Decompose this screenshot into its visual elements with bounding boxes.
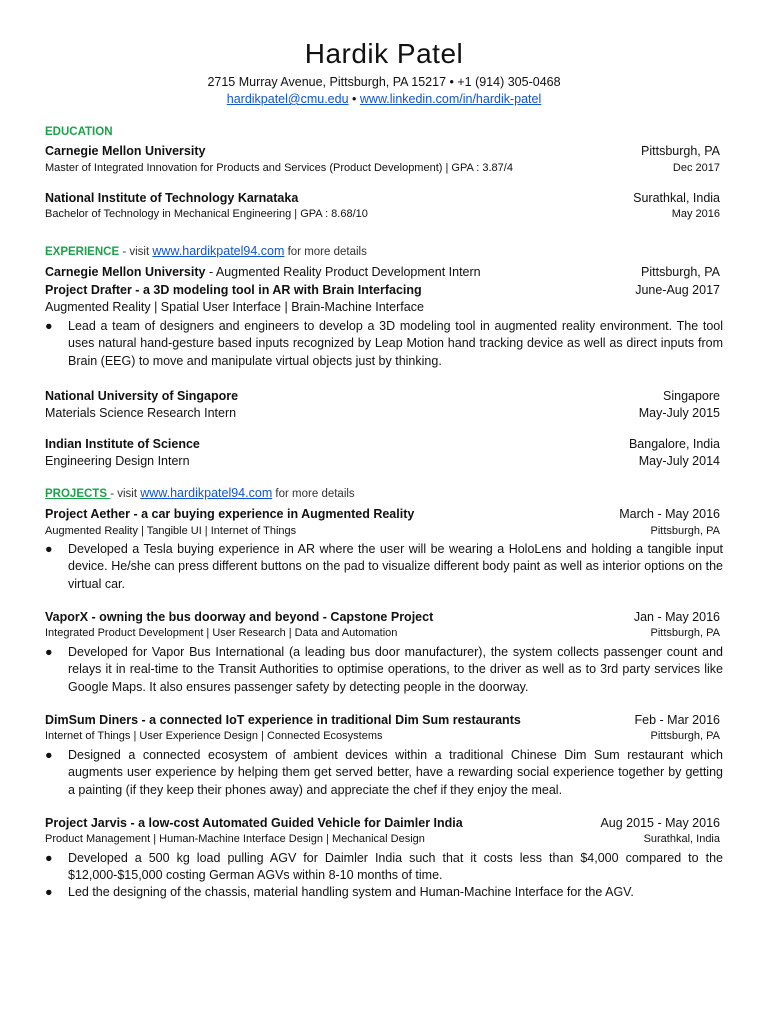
- project-location: Pittsburgh, PA: [650, 627, 720, 639]
- project-title-row: [45, 507, 720, 521]
- bullet-icon: ●: [45, 645, 53, 659]
- project-bullet: [45, 541, 723, 593]
- bullet-text: Developed a Tesla buying experience in AR where the user will be wearing a HoloLens and holding a tangible input device. He/she can press different buttons on the pad to visualize different body paint as well as interior options on the virtual car.: [68, 542, 723, 591]
- linkedin-link[interactable]: www.linkedin.com/in/hardik-patel: [359, 92, 542, 106]
- experience-nus-role-row: [45, 406, 720, 420]
- experience-role: Materials Science Research Intern: [45, 406, 237, 420]
- degree: Master of Integrated Innovation for Products and Services (Product Development) | GPA : 3.87/4: [45, 162, 513, 174]
- project-tags-row: [45, 833, 720, 845]
- experience-heading-text: EXPERIENCE: [45, 246, 120, 258]
- experience-heading: [45, 244, 367, 258]
- project-date: Jan - May 2016: [633, 610, 720, 624]
- project-location: Pittsburgh, PA: [650, 730, 720, 742]
- projects-heading: [45, 486, 355, 500]
- school-name: Carnegie Mellon University: [45, 144, 206, 158]
- bullet-text: Developed a 500 kg load pulling AGV for Daimler India such that it costs less than $4,000 compared to the $12,000-$15,000 costing German AGVs within 8-10 months of time.: [68, 851, 723, 883]
- experience-org: National University of Singapore: [45, 389, 239, 403]
- project-bullet: [45, 850, 723, 885]
- degree: Bachelor of Technology in Mechanical Engineering | GPA : 8.68/10: [45, 208, 368, 220]
- experience-cmu-row: [45, 265, 720, 279]
- experience-date: May-July 2015: [638, 406, 720, 420]
- education-heading-text: EDUCATION: [45, 126, 113, 138]
- project-tags-row: [45, 627, 720, 639]
- bullet-text: Developed for Vapor Bus International (a leading bus door manufacturer), the system collects passenger count and relays it in real-time to the Transit Authorities to optimise operations, to the driver as well as to 3rd party services like Google Maps. It also ensures passenger safety by detecting people in the doorway.: [68, 645, 723, 694]
- experience-role: - Augmented Reality Product Development Intern: [205, 265, 481, 279]
- experience-tags: Augmented Reality | Spatial User Interface | Brain-Machine Interface: [45, 300, 424, 314]
- visit-suffix: for more details: [284, 246, 367, 258]
- project-title: Project Jarvis - a low-cost Automated Guided Vehicle for Daimler India: [45, 816, 463, 830]
- project-title: DimSum Diners - a connected IoT experience in traditional Dim Sum restaurants: [45, 713, 521, 727]
- experience-iisc-role-row: [45, 454, 720, 468]
- experience-cmu-tags-row: [45, 300, 720, 314]
- project-date: Feb - Mar 2016: [634, 713, 720, 727]
- address-line: 2715 Murray Avenue, Pittsburgh, PA 15217 • +1 (914) 305-0468: [207, 75, 561, 89]
- visit-prefix: - visit: [110, 488, 141, 500]
- bullet-icon: ●: [45, 885, 53, 899]
- bullet-icon: ●: [45, 851, 53, 865]
- education-row-2-detail: [45, 208, 720, 220]
- degree-date: May 2016: [671, 208, 720, 220]
- projects-heading-text: PROJECTS: [45, 488, 111, 500]
- project-date: March - May 2016: [619, 507, 720, 521]
- experience-date: May-July 2014: [638, 454, 720, 468]
- bullet-text: Led the designing of the chassis, material handling system and Human-Machine Interface for the AGV.: [68, 885, 634, 899]
- school-location: Surathkal, India: [633, 191, 720, 205]
- experience-location: Singapore: [663, 389, 720, 403]
- education-row-1-detail: [45, 162, 720, 174]
- bullet-text: Lead a team of designers and engineers to develop a 3D modeling tool in augmented reality environment. The tool uses natural hand-gesture based inputs recognized by Leap Motion hand tracking device as well as direct inputs from Brain (EEG) to move and manipulate virtual objects just by thinking.: [68, 319, 723, 368]
- bullet-icon: ●: [45, 319, 53, 333]
- experience-cmu-project-row: [45, 283, 720, 297]
- project-date: Aug 2015 - May 2016: [600, 816, 720, 830]
- experience-org: Carnegie Mellon University: [45, 265, 206, 279]
- education-heading: [45, 126, 113, 138]
- experience-nus-row: [45, 389, 720, 403]
- experience-date: June-Aug 2017: [635, 283, 720, 297]
- school-name: National Institute of Technology Karnataka: [45, 191, 299, 205]
- degree-date: Dec 2017: [672, 162, 720, 174]
- links-line: [0, 91, 768, 108]
- experience-org: Indian Institute of Science: [45, 437, 200, 451]
- experience-location: Pittsburgh, PA: [641, 265, 720, 279]
- email-link[interactable]: hardikpatel@cmu.edu: [226, 92, 349, 106]
- separator: •: [352, 92, 357, 106]
- project-title-row: [45, 610, 720, 624]
- candidate-name: Hardik Patel: [304, 38, 464, 69]
- project-bullet: [45, 884, 723, 901]
- project-bullet: [45, 747, 723, 799]
- experience-role: Engineering Design Intern: [45, 454, 190, 468]
- project-title: Project Aether - a car buying experience in Augmented Reality: [45, 507, 415, 521]
- project-tags: Internet of Things | User Experience Design | Connected Ecosystems: [45, 730, 383, 742]
- visit-suffix: for more details: [272, 488, 355, 500]
- project-location: Pittsburgh, PA: [650, 525, 720, 537]
- education-row-1: [45, 144, 720, 158]
- bullet-text: Designed a connected ecosystem of ambient devices within a traditional Chinese Dim Sum restaurant which augments user experience by helping them get served better, have a rewarding social experience together by getting a painting (if they keep their phones away) and appreciate the chef if they enjoy the meal.: [68, 748, 723, 797]
- contact-block: [0, 74, 768, 108]
- education-row-2: [45, 191, 720, 205]
- project-title-row: [45, 713, 720, 727]
- project-tags-row: [45, 525, 720, 537]
- bullet-icon: ●: [45, 748, 53, 762]
- school-location: Pittsburgh, PA: [641, 144, 720, 158]
- project-location: Surathkal, India: [643, 833, 720, 845]
- project-title: Project Drafter - a 3D modeling tool in AR with Brain Interfacing: [45, 283, 422, 297]
- experience-iisc-row: [45, 437, 720, 451]
- project-tags: Integrated Product Development | User Research | Data and Automation: [45, 627, 398, 639]
- experience-location: Bangalore, India: [628, 437, 720, 451]
- project-title-row: [45, 816, 720, 830]
- website-link[interactable]: www.hardikpatel94.com: [152, 244, 285, 258]
- project-tags-row: [45, 730, 720, 742]
- visit-prefix: - visit: [119, 246, 153, 258]
- bullet-icon: ●: [45, 542, 53, 556]
- project-title: VaporX - owning the bus doorway and beyond - Capstone Project: [45, 610, 434, 624]
- project-bullet: [45, 644, 723, 696]
- experience-cmu-bullet: [45, 318, 723, 370]
- project-tags: Augmented Reality | Tangible UI | Internet of Things: [45, 525, 297, 537]
- project-tags: Product Management | Human-Machine Interface Design | Mechanical Design: [45, 833, 425, 845]
- website-link[interactable]: www.hardikpatel94.com: [140, 486, 273, 500]
